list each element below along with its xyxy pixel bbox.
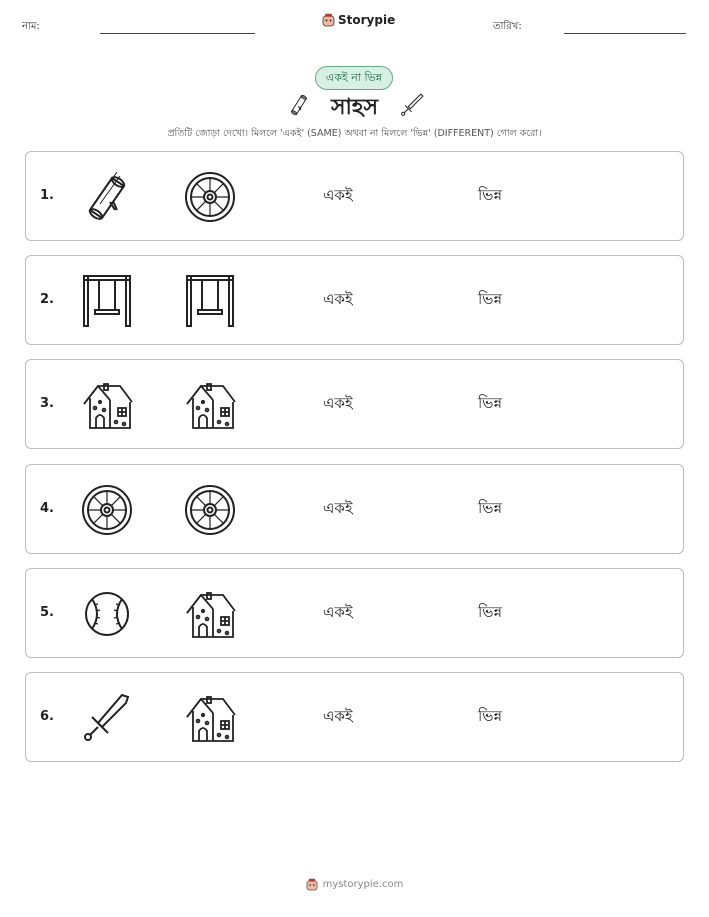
option-different[interactable]: ভিন্ন: [478, 290, 503, 308]
option-same[interactable]: একই: [323, 499, 353, 517]
swing-icon: [183, 274, 237, 328]
baseball-icon: [80, 587, 134, 641]
name-line[interactable]: [100, 33, 255, 34]
question-number: 2.: [40, 292, 54, 307]
storypie-mascot-icon: [322, 13, 335, 27]
option-same[interactable]: একই: [323, 186, 353, 204]
question-number: 6.: [40, 709, 54, 724]
shield-icon: [80, 483, 134, 537]
sword-icon: [398, 90, 426, 120]
option-same[interactable]: একই: [323, 394, 353, 412]
house-icon: [183, 691, 237, 745]
storypie-mascot-icon: [306, 878, 318, 891]
shield-icon: [183, 170, 237, 224]
question-card: [25, 359, 684, 449]
house-icon: [183, 587, 237, 641]
name-label: নাম:: [22, 21, 40, 32]
logo-text: Storypie: [338, 13, 396, 27]
question-number: 5.: [40, 605, 54, 620]
house-icon: [183, 378, 237, 432]
option-same[interactable]: একই: [323, 603, 353, 621]
option-different[interactable]: ভিন্ন: [478, 394, 503, 412]
option-same[interactable]: একই: [323, 290, 353, 308]
option-same[interactable]: একই: [323, 707, 353, 725]
house-icon: [80, 378, 134, 432]
footer: [0, 878, 709, 891]
title-row: [0, 90, 709, 122]
question-card: [25, 464, 684, 554]
instructions: প্রতিটি জোড়া দেখো। মিললে 'একই' (SAME) অথবা না মিললে 'ভিন্ন' (DIFFERENT) গোল করো।: [167, 128, 542, 139]
question-number: 4.: [40, 501, 54, 516]
question-number: 1.: [40, 188, 54, 203]
option-different[interactable]: ভিন্ন: [478, 186, 503, 204]
page-title: সাহস: [330, 95, 378, 120]
question-card: [25, 255, 684, 345]
question-card: [25, 151, 684, 241]
footer-url: mystorypie.com: [322, 879, 404, 890]
option-different[interactable]: ভিন্ন: [478, 707, 503, 725]
question-card: [25, 568, 684, 658]
option-different[interactable]: ভিন্ন: [478, 499, 503, 517]
shield-icon: [183, 483, 237, 537]
question-number: 3.: [40, 396, 54, 411]
option-different[interactable]: ভিন্ন: [478, 603, 503, 621]
scroll-icon: [80, 170, 134, 224]
date-label: তারিখ:: [493, 21, 522, 32]
swing-icon: [80, 274, 134, 328]
date-line[interactable]: [564, 33, 686, 34]
sword-icon: [80, 691, 134, 745]
question-card: [25, 672, 684, 762]
activity-badge: একই না ভিন্ন: [315, 66, 393, 90]
storypie-logo: [322, 13, 395, 27]
